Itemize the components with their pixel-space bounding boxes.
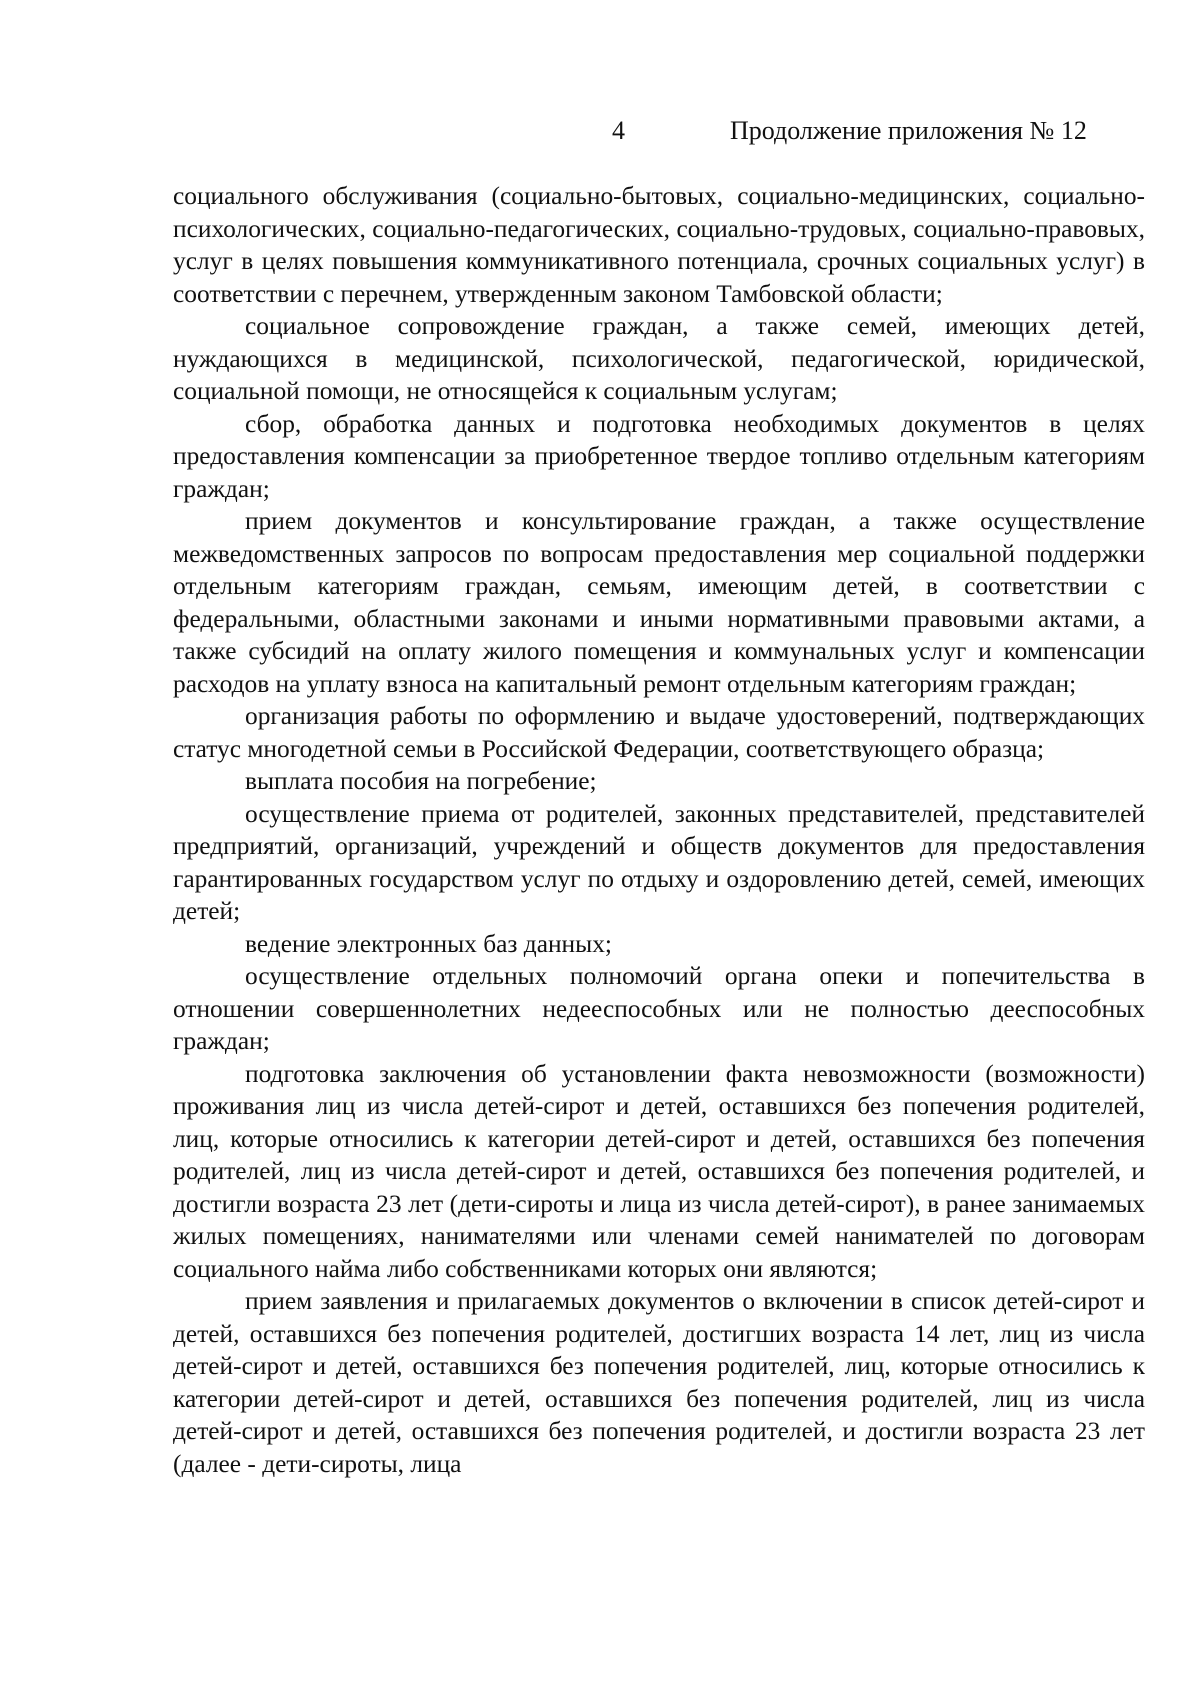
paragraph: сбор, обработка данных и подготовка необходимых документов в целях предоставления компенсации за приобретенное твердое топливо отдельным категориям граждан; (173, 409, 1145, 503)
paragraph: выплата пособия на погребение; (245, 767, 597, 795)
paragraph: организация работы по оформлению и выдаче удостоверений, подтверждающих статус многодетной семьи в Российской Федерации, соответствующего образца; (173, 702, 1145, 763)
paragraph: социальное сопровождение граждан, а также семей, имеющих детей, нуждающихся в медицинской, психологической, педагогической, юридической, социальной помощи, не относящейся к социальным услугам; (173, 312, 1145, 405)
paragraph: осуществление отдельных полномочий органа опеки и попечительства в отношении совершеннолетних недееспособных или не полностью дееспособных граждан; (173, 962, 1145, 1055)
paragraph: социального обслуживания (социально-бытовых, социально-медицинских, социально-психологических, социально-педагогических, социально-трудовых, социально-правовых, услуг в целях повышения коммуникативного потенциала, срочных социальных услуг) в соответствии с перечнем, утвержденным законом Тамбовской области; (173, 182, 1145, 308)
paragraph: подготовка заключения об установлении факта невозможности (возможности) проживания лиц из числа детей-сирот и детей, оставшихся без попечения родителей, лиц, которые относились к категории детей-сирот и детей, оставшихся без попечения родителей, лиц из числа детей-сирот и детей, оставшихся без попечения родителей, и достигли возраста 23 лет (дети-сироты и лица из числа детей-сирот), в ранее занимаемых жилых помещениях, нанимателями или членами семей нанимателей по договорам социального найма либо собственниками которых они являются; (173, 1059, 1145, 1283)
page-number: 4 (612, 116, 625, 145)
paragraph: осуществление приема от родителей, законных представителей, представителей предприятий, организаций, учреждений и обществ документов для предоставления гарантированных государством услуг по отдыху и оздоровлению детей, семей, имеющих детей; (173, 799, 1145, 925)
page-header-title: Продолжение приложения № 12 (730, 116, 1087, 145)
paragraph: прием заявления и прилагаемых документов о включении в список детей-сирот и детей, оставшихся без попечения родителей, достигших возраста 14 лет, лиц из числа детей-сирот и детей, оставшихся без попечения родителей, лиц, которые относились к категории детей-сирот и детей, оставшихся без попечения родителей, лиц из числа детей-сирот и детей, оставшихся без попечения родителей, и достигли возраста 23 лет (далее - дети-сироты, лица (173, 1287, 1145, 1478)
paragraph: ведение электронных баз данных; (245, 929, 612, 958)
document-body (173, 180, 1145, 1480)
paragraph: прием документов и консультирование граждан, а также осуществление межведомственных запросов по вопросам предоставления мер социальной поддержки отдельным категориям граждан, семьям, имеющим детей, в соответствии с федеральными, областными законами и иными нормативными правовыми актами, а также субсидий на оплату жилого помещения и коммунальных услуг и компенсации расходов на уплату взноса на капитальный ремонт отдельным категориям граждан; (173, 507, 1145, 698)
